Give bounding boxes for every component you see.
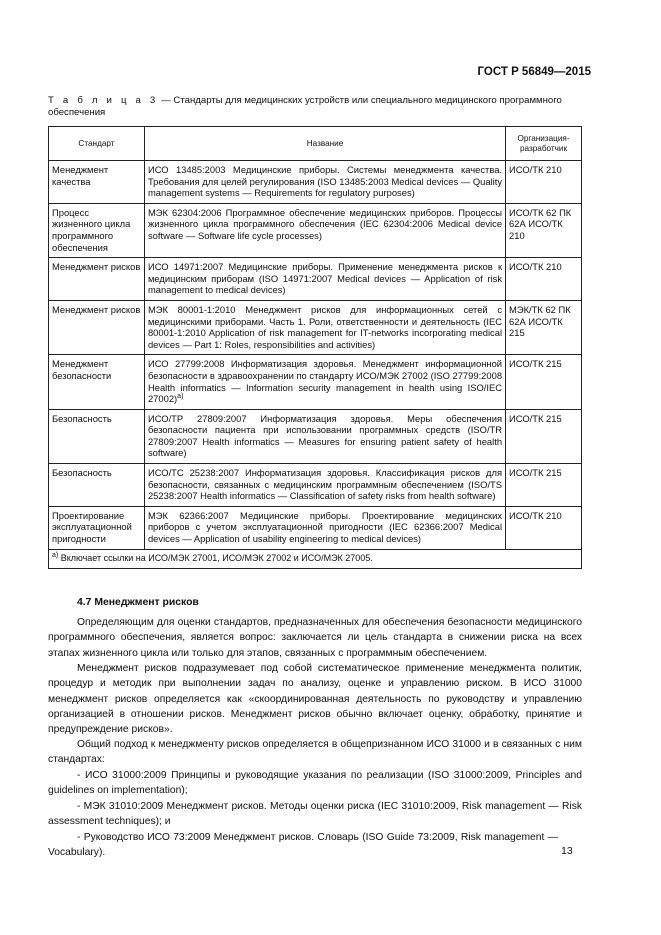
cell-name — [144, 355, 505, 409]
footnote-mark: а) — [52, 551, 59, 559]
cell-organization: ИСО/ТК 62 ПК 62А ИСО/ТК 210 — [506, 203, 582, 257]
cell-standard: Менеджмент рисков — [49, 258, 145, 301]
page-number: 13 — [561, 845, 573, 857]
cell-standard: Безопасность — [49, 409, 145, 463]
table-row — [49, 203, 582, 257]
header-organization: Организация-разработчик — [506, 127, 582, 161]
section-title: 4.7 Менеджмент рисков — [77, 597, 199, 608]
footnote-reference: а) — [177, 392, 184, 400]
cell-organization: ИСО/ТК 210 — [506, 506, 582, 549]
table-row — [49, 300, 582, 354]
cell-name-text: ИСО 27799:2008 Информатизация здоровья. Менеджмент информационной безопасности в здравоохранении по стандарту ИСО/МЭК 27002 (ISO 27799:2008 Health informatics — Information security management in health using ISO/IEC 27002) — [147, 358, 503, 405]
list-item: - МЭК 31010:2009 Менеджмент рисков. Методы оценки риска (IEC 31010:2009, Risk management — Risk assessment techniques); и — [48, 801, 582, 828]
table-row — [49, 161, 582, 204]
cell-standard: Процесс жизненного цикла программного обеспечения — [49, 203, 145, 257]
footnote-text: Включает ссылки на ИСО/МЭК 27001, ИСО/МЭК 27002 и ИСО/МЭК 27005. — [58, 552, 373, 563]
cell-standard: Безопасность — [49, 464, 145, 507]
table-footnote — [49, 549, 582, 569]
cell-name: ИСО/ТС 25238:2007 Информатизация здоровья. Классификация рисков для безопасности, связанных с медицинским программным обеспечением (ISO/TS 25238:2007 Health informatics — Classification of safety risks from health software) — [144, 464, 505, 507]
table-row — [49, 506, 582, 549]
list-item: - ИСО 31000:2009 Принципы и руководящие указания по реализации (ISO 31000:2009, Principles and guidelines on implementation); — [48, 770, 582, 797]
cell-organization: ИСО/ТК 215 — [506, 355, 582, 409]
table-caption-label: Т а б л и ц а 3 — [48, 95, 159, 106]
cell-organization: ИСО/ТК 215 — [506, 409, 582, 463]
table-caption — [48, 95, 613, 119]
cell-name: ИСО/ТР 27809:2007 Информатизация здоровья. Меры обеспечения безопасности пациента при использовании программных средств (ISO/TR 27809:2007 Health informatics — Measures for ensuring patient safety of health software) — [144, 409, 505, 463]
list-item: - Руководство ИСО 73:2009 Менеджмент рисков. Словарь (ISO Guide 73:2009, Risk management — Vocabulary). — [48, 832, 558, 859]
cell-name: ИСО 13485:2003 Медицинские приборы. Системы менеджмента качества. Требования для целей регулирования (ISO 13485:2003 Medical devices — Quality management systems — Requirements for regulatory purposes) — [144, 161, 505, 204]
table-row — [49, 258, 582, 301]
table-row — [49, 464, 582, 507]
cell-organization: ИСО/ТК 210 — [506, 258, 582, 301]
paragraph: Менеджмент рисков подразумевает под собой систематическое применение менеджмента политик, процедур и методик при выполнении задач по анализу, оценке и управлению риском. В ИСО 31000 менеджмент рисков определяется как «скоординированная деятельность по руководству и управлению организацией в отношении рисков. Менеджмент рисков обычно включает оценку, обработку, принятие и предупреждение рисков». — [48, 663, 582, 736]
cell-organization: МЭК/ТК 62 ПК 62А ИСО/ТК 215 — [506, 300, 582, 354]
table-caption-text: — Стандарты для медицинских устройств или специального медицинского программного обеспечения — [48, 95, 562, 118]
header-standard: Стандарт — [49, 127, 145, 161]
paragraph: Общий подход к менеджменту рисков определяется в общепризнанном ИСО 31000 и в связанных с ним стандартах: — [48, 739, 582, 766]
table-footnote-row — [49, 549, 582, 569]
cell-standard: Менеджмент безопасности — [49, 355, 145, 409]
table-row — [49, 409, 582, 463]
cell-name: МЭК 62304:2006 Программное обеспечение медицинских приборов. Процессы жизненного цикла программного обеспечения (IEC 62304:2006 Medical device software — Software life cycle processes) — [144, 203, 505, 257]
document-code: ГОСТ Р 56849—2015 — [477, 66, 591, 78]
cell-standard: Менеджмент качества — [49, 161, 145, 204]
cell-name: МЭК 62366:2007 Медицинские приборы. Проектирование медицинских приборов с учетом эксплуатационной пригодности (IEC 62366:2007 Medical devices — Application of usability engineering to medical devices) — [144, 506, 505, 549]
paragraph: Определяющим для оценки стандартов, предназначенных для обеспечения безопасности медицинского программного обеспечения, является вопрос: заключается ли цель стандарта в снижении риска на всех этапах жизненного цикла или только для этапов, связанных с программным обеспечением. — [48, 617, 582, 659]
cell-name: ИСО 14971:2007 Медицинские приборы. Применение менеджмента рисков к медицинским приборам (ISO 14971:2007 Medical devices — Application of risk management to medical devices) — [144, 258, 505, 301]
cell-organization: ИСО/ТК 215 — [506, 464, 582, 507]
cell-standard: Менеджмент рисков — [49, 300, 145, 354]
table-row — [49, 355, 582, 409]
standards-table — [48, 126, 582, 569]
cell-name: МЭК 80001-1:2010 Менеджмент рисков для информационных сетей с медицинскими приборами. Часть 1. Роли, ответственности и деятельность (IEC 80001-1:2010 Application of risk management for IT-networks incorporating medical devices — Part 1: Roles, responsibilities and activities) — [144, 300, 505, 354]
header-name: Название — [144, 127, 505, 161]
cell-standard: Проектирование эксплуатационной пригодности — [49, 506, 145, 549]
cell-organization: ИСО/ТК 210 — [506, 161, 582, 204]
table-header-row — [49, 127, 582, 161]
